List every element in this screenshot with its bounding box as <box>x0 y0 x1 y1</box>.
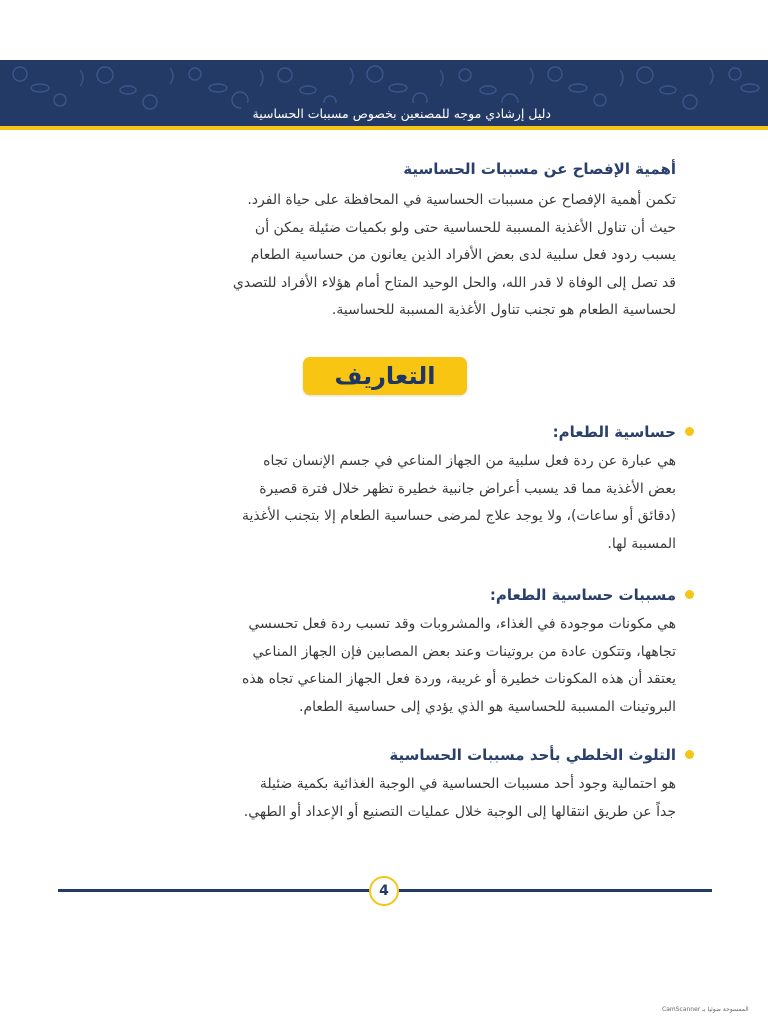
header-accent-line <box>0 126 768 130</box>
intro-paragraph <box>86 187 676 325</box>
document-banner-title: دليل إرشادي موجه للمصنعين بخصوص مسببات الحساسية <box>241 103 563 125</box>
scanner-watermark: الممسوحة ضوئيا بـ CamScanner <box>662 1006 749 1013</box>
definition-line: البروتينات المسببة للحساسية هو الذي يؤدي إلى حساسية الطعام. <box>299 698 676 715</box>
definition-cross-contamination <box>86 744 676 826</box>
definition-line: تجاهها، وتتكون عادة من بروتينات وعند بعض المصابين فإن الجهاز المناعي <box>252 643 676 660</box>
definition-term: مسببات حساسية الطعام: <box>489 586 676 604</box>
definition-line: بعض الأغذية مما قد يسبب أعراض جانبية خطيرة تظهر خلال فترة قصيرة <box>259 480 676 497</box>
definition-line: (دقائق أو ساعات)، ولا يوجد علاج لمرضى حساسية الطعام إلا بتجنب الأغذية <box>241 508 676 524</box>
definition-allergens <box>86 584 676 721</box>
definition-line: يعتقد أن هذه المكونات خطيرة أو غريبة، وردة فعل الجهاز المناعي تجاه هذه <box>242 671 676 687</box>
intro-heading: أهمية الإفصاح عن مسببات الحساسية <box>403 160 676 178</box>
definition-line: هي مكونات موجودة في الغذاء، والمشروبات وقد تسبب ردة فعل تحسسي <box>248 616 676 632</box>
definition-line: هو احتمالية وجود أحد مسببات الحساسية في الوجبة الغذائية بكمية ضئيلة <box>259 776 676 792</box>
footer-rule-left <box>58 889 369 892</box>
intro-line: يسبب ردود فعل سلبية لدى بعض الأفراد الذين يعانون من حساسية الطعام <box>250 247 676 263</box>
bullet-dot <box>685 590 694 599</box>
page-number: 4 <box>369 876 399 906</box>
definition-line: المسببة لها. <box>607 535 676 552</box>
definition-term: حساسية الطعام: <box>552 423 676 441</box>
definition-line: هي عبارة عن ردة فعل سلبية من الجهاز المناعي في جسم الإنسان تجاه <box>263 453 676 469</box>
bullet-dot <box>685 427 694 436</box>
definitions-title-badge: التعاريف <box>303 357 467 395</box>
definition-line: جداً عن طريق انتقالها إلى الوجبة خلال عمليات التصنيع أو الإعداد أو الطهي. <box>243 803 676 820</box>
intro-line: لحساسية الطعام هو تجنب تناول الأغذية المسببة للحساسية. <box>331 302 676 318</box>
definition-food-allergy <box>86 421 676 558</box>
intro-line: حيث أن تناول الأغذية المسببة للحساسية حتى ولو بكميات ضئيلة يمكن أن <box>254 219 676 236</box>
intro-line: قد تصل إلى الوفاة لا قدر الله، والحل الوحيد المتاح أمام هؤلاء الأفراد للتصدي <box>232 274 676 291</box>
bullet-dot <box>685 750 694 759</box>
definition-term: التلوث الخلطي بأحد مسببات الحساسية <box>389 746 676 764</box>
intro-line: تكمن أهمية الإفصاح عن مسببات الحساسية في المحافظة على حياة الفرد. <box>247 192 676 208</box>
footer-rule-right <box>399 889 712 892</box>
intro-section <box>86 158 676 325</box>
